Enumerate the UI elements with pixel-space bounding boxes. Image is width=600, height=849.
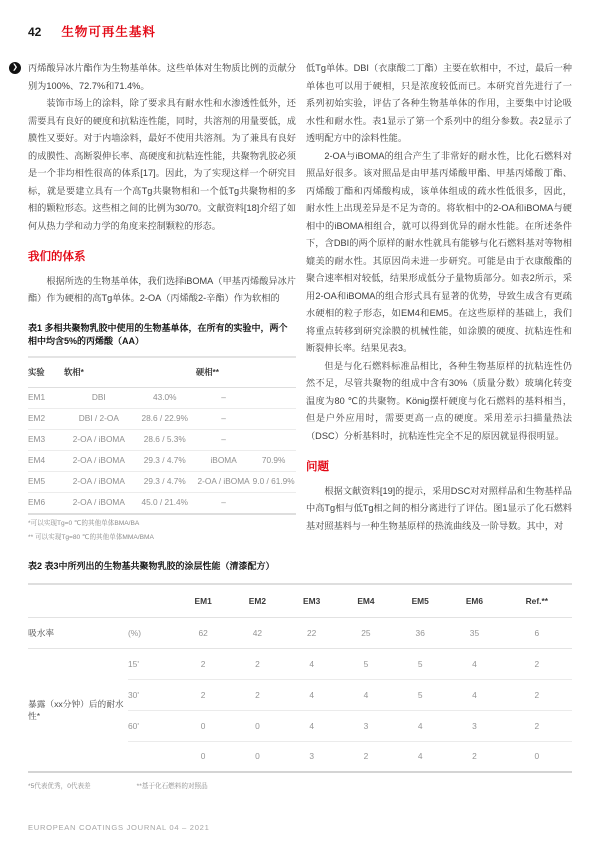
table1-header-hard-phase: 硬相**: [196, 357, 296, 388]
cell: 36: [393, 617, 447, 648]
cell: 4: [285, 710, 339, 741]
table-row: [28, 388, 296, 409]
table-row: [28, 430, 296, 451]
intro-paragraph: 丙烯酸异冰片酯作为生物基单体。这些单体对生物质比例的贡献分别为100%、72.7%和71.4%。: [28, 63, 296, 91]
cell: –: [196, 430, 251, 451]
table2-section: [28, 560, 572, 792]
column-header: Ref.**: [502, 584, 572, 617]
cell: 28.6 / 22.9%: [134, 409, 196, 430]
table1-header-soft-phase: 软相*: [64, 357, 196, 388]
cell: 70.9%: [251, 451, 296, 472]
table1-header-experiment: 实验: [28, 357, 64, 388]
cell: 4: [285, 648, 339, 679]
table2-footnotes: [28, 782, 572, 792]
page-number: 42: [28, 25, 42, 39]
row-unit: 15': [128, 648, 176, 679]
body-paragraph: 装饰市场上的涂料，除了要求具有耐水性和水渗透性低外，还需要具有良好的硬度和抗粘连性能，同时，共溶剂的用量要低，成膜性又要好。对于内墙涂料，最好不使用共溶剂。为了兼具有良好的成膜性、高断裂伸长率、高硬度和抗粘连性能，共聚物乳胶必须是一个非均相性很高的体系[17]。因此，为了实现这样一个研究目标，就是要建立具有一个高Tg共聚物相和一个低Tg共聚物相的多相的颗粒形态。这些相之间的比例为30/70。文献资料[18]介绍了如何从热力学和动力学的角度来控制颗粒的形态。: [28, 98, 296, 231]
cell: 0: [176, 710, 230, 741]
column-header: EM1: [176, 584, 230, 617]
body-paragraph: 低Tg单体。DBI（衣康酸二丁酯）主要在软相中，不过，最后一种单体也可以用于硬相，只是浓度较低而已。本研究首先进行了一系列初始实验，评估了各种生物基单体的作用，主要集中讨论吸水性和耐水性。表1显示了第一个系列中的组分参数。表2显示了透明配方中的涂料性能。: [306, 63, 572, 143]
cell: [251, 409, 296, 430]
cell: 2: [502, 710, 572, 741]
continuation-arrow-icon: ❯: [9, 62, 21, 74]
cell: [251, 388, 296, 409]
table-row: [28, 409, 296, 430]
column-header: EM4: [339, 584, 393, 617]
cell: 25: [339, 617, 393, 648]
cell: 2: [176, 679, 230, 710]
cell: 3: [447, 710, 501, 741]
cell: EM2: [28, 409, 64, 430]
cell: 2-OA / iBOMA: [196, 472, 251, 493]
cell: 2: [502, 648, 572, 679]
cell: 2: [230, 679, 284, 710]
row-label: 吸水率: [28, 617, 128, 648]
table1-caption: 表1 多相共聚物乳胶中使用的生物基单体，在所有的实验中，两个相中均含5%的丙烯酸（AA）: [28, 322, 288, 346]
cell: 62: [176, 617, 230, 648]
cell: EM4: [28, 451, 64, 472]
cell: [128, 584, 176, 617]
row-unit: [128, 741, 176, 772]
table-row: [28, 648, 572, 679]
table-row: [28, 451, 296, 472]
cell: 45.0 / 21.4%: [134, 493, 196, 514]
column-header: EM3: [285, 584, 339, 617]
row-unit: 60': [128, 710, 176, 741]
table1-header-row: [28, 357, 296, 388]
cell: 4: [447, 648, 501, 679]
table2-footnote: **基于化石燃料的对照品: [136, 783, 208, 790]
cell: 2: [472, 751, 477, 762]
cell: –: [196, 493, 251, 514]
cell: DBI: [64, 388, 134, 409]
cell: EM3: [28, 430, 64, 451]
table-row: [28, 472, 296, 493]
cell: 4: [339, 679, 393, 710]
cell: 29.3 / 4.7%: [134, 472, 196, 493]
row-unit: (%): [128, 617, 176, 648]
cell: 42: [230, 617, 284, 648]
cell: 9.0 / 61.9%: [251, 472, 296, 493]
cell: 35: [447, 617, 501, 648]
cell: –: [196, 388, 251, 409]
table1: [28, 356, 296, 515]
body-paragraph: 2-OA与iBOMA的组合产生了非常好的耐水性，比化石燃料对照品好很多。该对照品是由甲基丙烯酸甲酯、甲基丙烯酸丁酯、丙烯酸丁酯和丙烯酸构成，该单体组成的疏水性低很多，因此，耐水性上出现差异是不足为奇的。将软相中的2-OA和iBOMA与硬相中的iBOMA相组合，就可以得到优异的耐水性能。在所述条件下，含DBI的两个原样的耐水性就具有能够与化石燃料基对等物相媲美的耐水性。其原因尚未进一步研究。可能是由于衣康酸酯的聚合速率相对较低，结果形成低分子量物质部分。如表2所示，采用2-OA和iBOMA的组合形式具有显著的优势，导致生成含有更疏水硬相的粒子形态，如EM4和EM5。在这些原样的基础上，我们将重点转移到研究涂膜的机械性能，如涂膜的硬度、抗粘连性和断裂伸长率。结果见表3。: [306, 150, 572, 353]
column-header: EM2: [230, 584, 284, 617]
cell: 2: [176, 648, 230, 679]
cell: 4: [447, 679, 501, 710]
cell: 2: [502, 679, 572, 710]
cell: EM1: [28, 388, 64, 409]
cell: 3: [309, 751, 314, 762]
column-header: EM6: [447, 584, 501, 617]
cell: 2-OA / iBOMA: [64, 451, 134, 472]
page-footer: EUROPEAN COATINGS JOURNAL 04 – 2021: [28, 823, 210, 832]
page-header: [28, 22, 156, 40]
cell: iBOMA: [196, 451, 251, 472]
table1-footnote: ** 可以实现Tg=80 ℃的其他单体MMA/BMA: [28, 533, 154, 541]
table2-caption: 表2 表3中所列出的生物基共聚物乳胶的涂层性能（清漆配方）: [28, 561, 275, 571]
cell: 0: [230, 710, 284, 741]
cell: 29.3 / 4.7%: [134, 451, 196, 472]
table-row: [28, 617, 572, 648]
problem-heading: 问题: [306, 461, 329, 473]
cell: 0: [534, 751, 540, 762]
table2: [28, 583, 572, 773]
left-column: [28, 60, 296, 562]
row-unit: 30': [128, 679, 176, 710]
right-column: [306, 60, 572, 562]
cell: 4: [417, 751, 423, 762]
body-paragraph: 但是与化石燃料标准品相比，各种生物基原样的抗粘连性仍然不足，尽管共聚物的组成中含有30%（质量分数）玻璃化转变温度为80 ℃的共聚物。König摆杆硬度与化石燃料的基料相当，但是户外应用时，需要更高一点的硬度。采用差示扫描量热法（DSC）分析基料时，抗粘连性完全不足的原因就显得很明显。: [306, 360, 572, 441]
section-title: 生物可再生基料: [61, 25, 156, 39]
cell: 0: [200, 751, 206, 762]
table2-footnote: *5代表优秀，0代表差: [28, 783, 91, 790]
cell: [251, 493, 296, 514]
cell: [28, 584, 128, 617]
cell: 3: [339, 710, 393, 741]
cell: DBI / 2-OA: [64, 409, 134, 430]
cell: 5: [339, 648, 393, 679]
systems-heading: 我们的体系: [28, 251, 86, 263]
table2-header-row: [28, 584, 572, 617]
cell: 6: [502, 617, 572, 648]
cell: 4: [393, 710, 447, 741]
table1-footnote: *可以实现Tg=0 ℃的其他单体BMA/BA: [28, 519, 140, 527]
cell: EM6: [28, 493, 64, 514]
cell: –: [196, 409, 251, 430]
cell: 2: [230, 648, 284, 679]
cell: 2-OA / iBOMA: [64, 493, 134, 514]
column-header: EM5: [393, 584, 447, 617]
cell: 5: [393, 679, 447, 710]
cell: 28.6 / 5.3%: [134, 430, 196, 451]
cell: 22: [285, 617, 339, 648]
cell: 0: [255, 751, 260, 762]
cell: EM5: [28, 472, 64, 493]
cell: 2: [363, 751, 369, 762]
cell: 43.0%: [134, 388, 196, 409]
cell: [251, 430, 296, 451]
cell: 4: [285, 679, 339, 710]
row-group-label: 暴露（xx分钟）后的耐水性*: [28, 698, 124, 721]
body-paragraph: 根据文献资料[19]的提示，采用DSC对对照样品和生物基样品中高Tg相与低Tg相之间的相分离进行了评估。图1显示了化石燃料基对照基料与一种生物基原样的热流曲线及一阶导数。其中，对: [306, 485, 572, 531]
cell: 2-OA / iBOMA: [64, 430, 134, 451]
body-paragraph: 根据所选的生物基单体，我们选择iBOMA（甲基丙烯酸异冰片酯）作为硬相的高Tg单体。2-OA（丙烯酸2-辛酯）作为软相的: [28, 275, 296, 303]
table-row: [28, 493, 296, 514]
cell: 5: [393, 648, 447, 679]
cell: 2-OA / iBOMA: [64, 472, 134, 493]
